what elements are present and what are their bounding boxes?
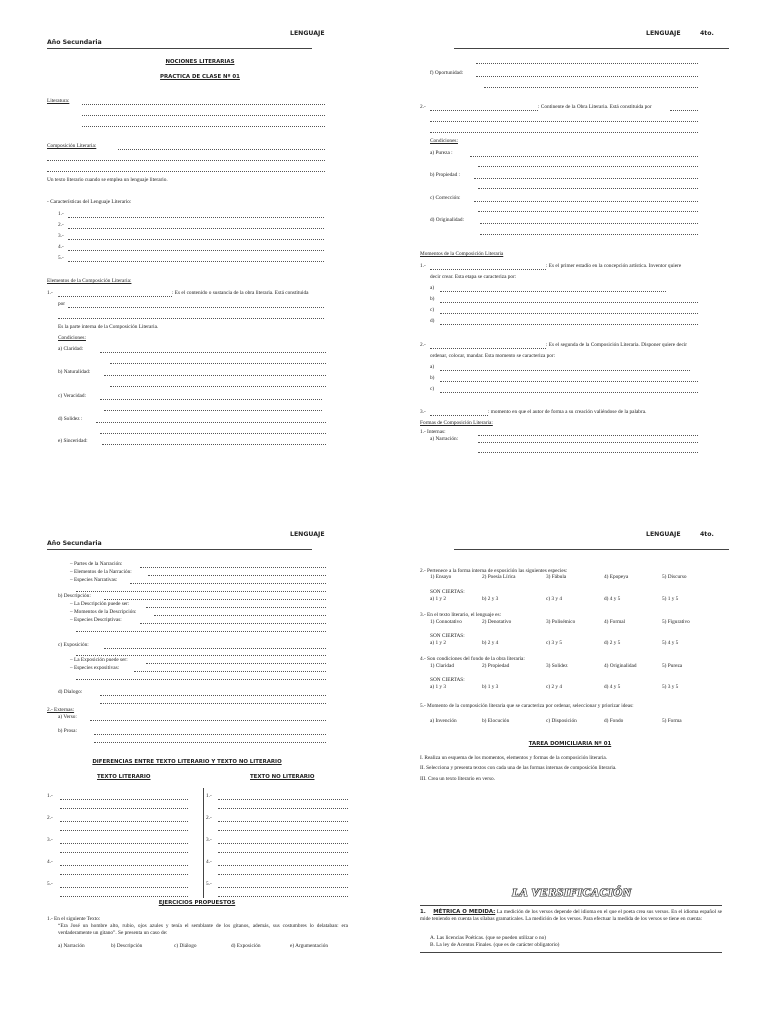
- dialogo-head: d) Dialogo:: [58, 689, 83, 695]
- option[interactable]: d) Fondo: [604, 718, 624, 724]
- option[interactable]: 1) Ensayo: [430, 574, 452, 580]
- el1-parte: Es la parte interna de la Composición Literaria.: [58, 324, 159, 330]
- answer-line[interactable]: [218, 852, 348, 853]
- list-item: 4.-: [47, 859, 53, 865]
- page-3: [0, 512, 384, 1024]
- metrica-item: B. La ley de Acentos Finales. (que es de carácter obligatorio): [430, 942, 560, 948]
- page-4: [384, 512, 768, 1024]
- answer-option[interactable]: b) 2 y 3: [482, 596, 499, 602]
- answer-line[interactable]: [76, 655, 326, 656]
- answer-line[interactable]: [218, 865, 348, 866]
- cond-item: a) Claridad:: [58, 346, 84, 352]
- question-stem: 3.- En el texto literario, el lenguaje es:: [420, 612, 502, 618]
- answer-line[interactable]: [430, 415, 488, 416]
- page-header-grade: Año Secundaria: [47, 540, 102, 547]
- list-item: 2.-: [47, 815, 53, 821]
- answer-line[interactable]: [148, 575, 326, 576]
- question-stem: 5.- Momento de la composición literaria que se caracteriza por ordenar, seleccionar y priorizar ideas:: [420, 703, 634, 709]
- page-title: NOCIONES LITERARIAS: [165, 59, 235, 65]
- answer-line[interactable]: [146, 607, 326, 608]
- m3-text: : momento en que el autor de forma a su creación valiéndose de la palabra.: [488, 409, 647, 415]
- option[interactable]: 5) Forma: [662, 718, 682, 724]
- descripcion-head: b) Descripción:: [58, 593, 91, 599]
- answer-line[interactable]: [60, 830, 188, 831]
- option[interactable]: b) Descripción: [111, 943, 143, 949]
- answer-line[interactable]: [146, 663, 326, 664]
- cond-item: c) Corrección:: [430, 195, 461, 201]
- composicion-label: Composición Literaria:: [47, 143, 97, 149]
- answer-option[interactable]: a) 1 y 2: [430, 596, 447, 602]
- answer-line[interactable]: [60, 799, 188, 800]
- answer-line[interactable]: [104, 375, 326, 376]
- option[interactable]: 2) Propiedad: [482, 663, 510, 669]
- answer-line[interactable]: [140, 567, 326, 568]
- page-header-grade: 4to.: [700, 30, 714, 37]
- versificacion-title: LA VERSIFICACIÓN: [512, 885, 632, 899]
- cond-item: d) Solidez :: [58, 416, 83, 422]
- header-rule: [454, 549, 729, 550]
- answer-line[interactable]: [68, 250, 324, 251]
- answer-line[interactable]: [476, 76, 698, 77]
- answer-line[interactable]: [68, 228, 324, 229]
- answer-line[interactable]: [94, 742, 326, 743]
- answer-option[interactable]: b) 2 y 4: [482, 640, 499, 646]
- answer-option[interactable]: d) 2 y 5: [604, 640, 621, 646]
- answer-line[interactable]: [47, 160, 325, 161]
- answer-line[interactable]: [100, 433, 326, 434]
- answer-line[interactable]: [484, 87, 698, 88]
- answer-line[interactable]: [440, 313, 698, 314]
- option[interactable]: 4) Epopeya: [604, 574, 629, 580]
- answer-line[interactable]: [130, 583, 326, 584]
- literatura-label: Literatura:: [47, 98, 70, 104]
- answer-line[interactable]: [68, 239, 324, 240]
- answer-line[interactable]: [90, 720, 326, 721]
- metrica-text: La medición de los versos depende del idioma en el que el poeta crea sus versos. En el idioma español se mide teniendo en cuenta las sílabas gramaticales. La medición de los versos. Para efectuar la medida de los versos se tiene en cuenta:: [420, 909, 723, 922]
- elementos-title: Elementos de la Composición Literaria:: [47, 278, 132, 284]
- momentos-title: Momentos de la Composición Literaria: [420, 251, 504, 257]
- m1-text: : Es el primer estadío en la concepción artística. Inventor quiere: [546, 263, 682, 269]
- answer-line[interactable]: [476, 63, 698, 64]
- answer-line[interactable]: [478, 188, 698, 189]
- forma-lead: 2.-: [420, 104, 426, 110]
- son-ciertas-label: SON CIERTAS:: [430, 633, 465, 639]
- page-header-grade: Año Secundaria: [47, 39, 102, 46]
- list-item: 3.-: [58, 233, 64, 239]
- list-item: 4.-: [206, 859, 212, 865]
- formas-internas: 1.- Internas:: [420, 429, 446, 435]
- condiciones-label: Condiciones:: [58, 335, 86, 341]
- answer-line[interactable]: [440, 370, 690, 371]
- list-item: a): [430, 285, 435, 291]
- list-item: c): [430, 307, 435, 313]
- option[interactable]: 4) Originalidad: [604, 663, 637, 669]
- condiciones-label: Condiciones:: [430, 138, 458, 144]
- ejercicio-1-quote: “Era José un hombre alto, rubio, ojos azules y tenía el semblante de los gitanos, además, sus costumbres lo delataban: era verdaderamente un gitano”. Se presenta un caso de:: [58, 923, 348, 936]
- answer-line[interactable]: [430, 348, 546, 349]
- section-rule: [420, 905, 722, 906]
- answer-option[interactable]: 5) 4 y 5: [662, 640, 679, 646]
- answer-line[interactable]: [68, 307, 324, 308]
- verso-item: a) Verso:: [58, 714, 77, 720]
- option[interactable]: 3) Polisémico: [546, 619, 576, 625]
- answer-line[interactable]: [104, 410, 322, 411]
- answer-line[interactable]: [76, 591, 326, 592]
- answer-line[interactable]: [480, 234, 698, 235]
- answer-line[interactable]: [110, 386, 326, 387]
- answer-line[interactable]: [218, 808, 348, 809]
- m3-lead: 3.-: [420, 409, 426, 415]
- answer-line[interactable]: [118, 149, 325, 150]
- answer-line[interactable]: [60, 896, 188, 897]
- forma-text: : Continente de la Obra Literaria. Está constituida por: [538, 104, 652, 110]
- option[interactable]: c) Disposición: [546, 718, 577, 724]
- answer-line[interactable]: [82, 115, 325, 116]
- list-item: c): [430, 386, 435, 392]
- answer-option[interactable]: d) 4 y 5: [604, 596, 621, 602]
- metrica-paragraph: [420, 909, 722, 922]
- option[interactable]: e) Argumentación: [290, 943, 328, 949]
- option[interactable]: 1) Connotativo: [430, 619, 462, 625]
- metrica-label: MÉTRICA O MEDIDA:: [433, 909, 496, 915]
- list-item: – La Exposición puede ser:: [70, 657, 128, 663]
- page-header-subject: LENGUAJE: [290, 531, 325, 538]
- m2-text2: ordenar, colocar, mandar. Esta momento se caracteriza por:: [430, 353, 556, 359]
- list-item: – Especies Descriptivas:: [70, 617, 122, 623]
- answer-line[interactable]: [60, 865, 188, 866]
- page-subtitle: PRACTICA DE CLASE Nº 01: [160, 74, 240, 80]
- list-item: 5.-: [58, 255, 64, 261]
- question-stem: 2.- Pertenece a la forma interna de exposición las siguientes especies:: [420, 568, 568, 574]
- m2-text: : Es el segunda de la Composición Literaria. Disponer quiere decir: [546, 342, 688, 348]
- m1-lead: 1.-: [420, 263, 426, 269]
- ejercicio-1-stem: 1.- En el siguiente Texto:: [47, 916, 101, 922]
- answer-line[interactable]: [430, 269, 546, 270]
- answer-option[interactable]: 5) 3 y 5: [662, 684, 679, 690]
- answer-line[interactable]: [218, 896, 348, 897]
- answer-line[interactable]: [104, 648, 326, 649]
- answer-line[interactable]: [58, 296, 172, 297]
- answer-line[interactable]: [100, 352, 326, 353]
- answer-line[interactable]: [96, 422, 326, 423]
- option[interactable]: 2) Poesía Lírica: [482, 574, 516, 580]
- answer-line[interactable]: [474, 178, 698, 179]
- section-rule: [420, 952, 722, 953]
- column-divider: [203, 788, 204, 898]
- answer-line[interactable]: [68, 261, 324, 262]
- column-header-literario: TEXTO LITERARIO: [97, 774, 151, 780]
- caracteristicas-title: - Características del Lenguaje Literario:: [47, 199, 132, 205]
- answer-line[interactable]: [218, 830, 348, 831]
- answer-line[interactable]: [218, 843, 348, 844]
- externas-head: 2.- Externas:: [47, 707, 75, 713]
- list-item: 1.-: [47, 793, 53, 799]
- answer-line[interactable]: [60, 874, 188, 875]
- answer-line[interactable]: [82, 104, 325, 105]
- answer-line[interactable]: [440, 392, 698, 393]
- answer-line[interactable]: [430, 132, 698, 133]
- ejercicios-title: EJERCICIOS PROPUESTOS: [158, 900, 236, 906]
- answer-line[interactable]: [478, 442, 698, 443]
- answer-option[interactable]: d) 4 y 5: [604, 684, 621, 690]
- option[interactable]: 5) Figurativo: [662, 619, 690, 625]
- answer-line[interactable]: [94, 734, 326, 735]
- answer-line[interactable]: [440, 302, 698, 303]
- answer-line[interactable]: [140, 623, 326, 624]
- answer-option[interactable]: a) 1 y 2: [430, 640, 447, 646]
- cond-item: b) Propiedad :: [430, 172, 461, 178]
- tarea-item: I. Realiza un esquema de los momentos, elementos y formas de la composición literaria.: [420, 755, 608, 761]
- option[interactable]: 5) Pureza: [662, 663, 683, 669]
- prosa-item: b) Prosa:: [58, 728, 77, 734]
- option[interactable]: c) Diálogo: [174, 943, 197, 949]
- list-item: 2.-: [58, 222, 64, 228]
- tarea-item: III. Crea un texto literario en verso.: [420, 776, 496, 782]
- list-item: 1.-: [206, 793, 212, 799]
- option[interactable]: b) Elocución: [482, 718, 510, 724]
- answer-line[interactable]: [100, 399, 322, 400]
- option[interactable]: 3) Solidez: [546, 663, 568, 669]
- option[interactable]: 3) Fábula: [546, 574, 567, 580]
- m1-text2: decir crear. Esta etapa se caracteriza por:: [430, 274, 517, 280]
- list-item: 5.-: [47, 881, 53, 887]
- answer-line[interactable]: [68, 217, 324, 218]
- answer-line[interactable]: [478, 435, 698, 436]
- answer-line[interactable]: [134, 671, 326, 672]
- option[interactable]: 5) Discurso: [662, 574, 687, 580]
- answer-line[interactable]: [440, 291, 666, 292]
- list-item: a): [430, 364, 435, 370]
- answer-line[interactable]: [478, 452, 698, 453]
- cond-item: e) Sinceridad:: [58, 438, 88, 444]
- answer-line[interactable]: [100, 695, 326, 696]
- list-item: 2.-: [206, 815, 212, 821]
- son-ciertas-label: SON CIERTAS:: [430, 677, 465, 683]
- cond-item: c) Veracidad:: [58, 393, 86, 399]
- answer-line[interactable]: [218, 799, 348, 800]
- answer-option[interactable]: a) 1 y 3: [430, 684, 447, 690]
- list-item: – Especies expositivas:: [70, 665, 120, 671]
- metrica-number: 1.: [420, 909, 426, 915]
- answer-line[interactable]: [60, 843, 188, 844]
- answer-line[interactable]: [154, 615, 326, 616]
- option[interactable]: d) Exposición: [231, 943, 261, 949]
- answer-line[interactable]: [60, 887, 188, 888]
- nota-text: Un texto literario cuando se emplea un lenguaje literario.: [47, 177, 168, 183]
- answer-line[interactable]: [218, 874, 348, 875]
- list-item: 4.-: [58, 244, 64, 250]
- oportunidad-item: f) Oportunidad:: [430, 70, 464, 76]
- answer-line[interactable]: [470, 156, 698, 157]
- list-item: b): [430, 375, 435, 381]
- page-2: [384, 0, 768, 512]
- list-item: 1.-: [47, 290, 53, 296]
- list-item: – Especies Narrativas:: [70, 577, 118, 583]
- answer-line[interactable]: [60, 808, 188, 809]
- exposicion-head: c) Exposición:: [58, 642, 89, 648]
- list-item: – Partes de la Narración:: [70, 561, 123, 567]
- son-ciertas-label: SON CIERTAS:: [430, 589, 465, 595]
- list-item: d): [430, 318, 435, 324]
- answer-line[interactable]: [58, 318, 324, 319]
- header-rule: [47, 549, 312, 550]
- page-header-subject: LENGUAJE: [646, 30, 681, 37]
- answer-option[interactable]: 5) 1 y 5: [662, 596, 679, 602]
- cond-item: a) Pureza :: [430, 150, 453, 156]
- metrica-item: A. Las licencias Poéticas. (que se pueden utilizar o no): [430, 935, 547, 941]
- answer-option[interactable]: c) 2 y 4: [546, 684, 563, 690]
- list-item: – Elementos de la Narración:: [70, 569, 132, 575]
- answer-line[interactable]: [218, 821, 348, 822]
- answer-line[interactable]: [218, 887, 348, 888]
- option[interactable]: 2) Denotativo: [482, 619, 512, 625]
- header-rule: [47, 48, 312, 49]
- option[interactable]: 4) Formal: [604, 619, 626, 625]
- answer-line[interactable]: [480, 223, 698, 224]
- list-item: b): [430, 296, 435, 302]
- header-rule: [454, 48, 729, 49]
- answer-line[interactable]: [60, 852, 188, 853]
- answer-option[interactable]: c) 3 y 5: [546, 640, 563, 646]
- question-stem: 4.- Son condiciones del fondo de la obra literaria:: [420, 656, 525, 662]
- list-item: 3.-: [47, 837, 53, 843]
- answer-line[interactable]: [102, 444, 326, 445]
- formas-narracion: a) Narración:: [430, 436, 459, 442]
- cond-item: b) Naturalidad:: [58, 369, 91, 375]
- answer-line[interactable]: [60, 821, 188, 822]
- answer-line[interactable]: [478, 211, 698, 212]
- page-header-subject: LENGUAJE: [646, 531, 681, 538]
- answer-line[interactable]: [430, 110, 538, 111]
- el1-text: : Es el contenido o sustancia de la obra literaria. Está constituida: [172, 290, 309, 296]
- list-item: 1.-: [58, 211, 64, 217]
- option[interactable]: a) Narración: [58, 943, 85, 949]
- el1-por: por: [58, 301, 66, 307]
- formas-title: Formas de Composición Literaria:: [420, 420, 493, 426]
- answer-option[interactable]: c) 3 y 4: [546, 596, 563, 602]
- page-header-subject: LENGUAJE: [290, 30, 325, 37]
- m2-lead: 2.-: [420, 342, 426, 348]
- answer-line[interactable]: [670, 110, 698, 111]
- column-header-no-literario: TEXTO NO LITERARIO: [250, 774, 315, 780]
- answer-line[interactable]: [82, 126, 325, 127]
- answer-line[interactable]: [478, 166, 698, 167]
- option[interactable]: 1) Claridad: [430, 663, 454, 669]
- answer-line[interactable]: [440, 381, 698, 382]
- page-header-grade: 4to.: [700, 531, 714, 538]
- list-item: 3.-: [206, 837, 212, 843]
- list-item: – Momentos de la Descripción:: [70, 609, 137, 615]
- answer-line[interactable]: [76, 679, 326, 680]
- answer-line[interactable]: [440, 324, 698, 325]
- answer-line[interactable]: [474, 201, 698, 202]
- option[interactable]: a) Invención: [430, 718, 457, 724]
- page-1: [0, 0, 384, 512]
- answer-option[interactable]: b) 1 y 3: [482, 684, 499, 690]
- answer-line[interactable]: [104, 599, 326, 600]
- tarea-title: TAREA DOMICILIARIA Nº 01: [528, 741, 612, 747]
- diferencias-title: DIFERENCIAS ENTRE TEXTO LITERARIO Y TEXTO NO LITERARIO: [92, 759, 282, 765]
- tarea-item: II. Selecciona y presenta textos con cada una de las formas internas de composición literaria.: [420, 765, 617, 771]
- answer-line[interactable]: [47, 171, 325, 172]
- answer-line[interactable]: [110, 363, 326, 364]
- list-item: 5.-: [206, 881, 212, 887]
- answer-line[interactable]: [100, 703, 326, 704]
- cond-item: d) Originalidad:: [430, 217, 464, 223]
- answer-line[interactable]: [430, 121, 698, 122]
- answer-line[interactable]: [76, 631, 326, 632]
- list-item: – La Descripción puede ser:: [70, 601, 130, 607]
